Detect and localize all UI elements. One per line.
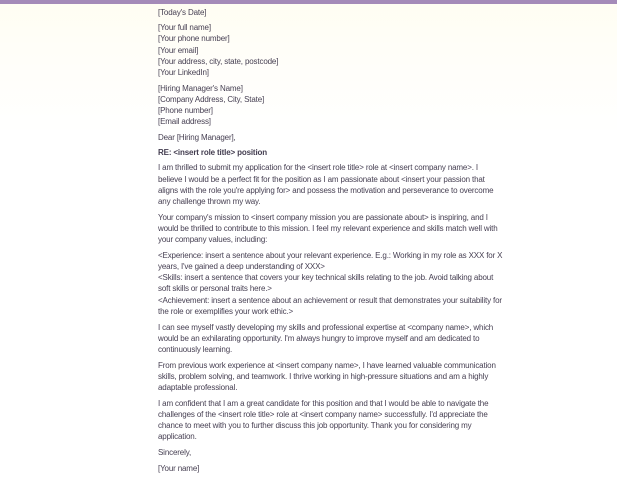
paragraph-run: I am confident that I am a great candidate for this position and that I would be able to navigate the challenges of the <insert role title> role at <insert company name> successfully. I'd appreciate the chance to meet with you to further discuss this job opportunity. Thank you for considering my application.	[158, 398, 489, 442]
paragraph-run: <Achievement: insert a sentence about an achievement or result that demonstrates your suitability for the role or exemplifies your work ethic.>	[158, 295, 502, 316]
sender-line: [Your email]	[158, 45, 199, 55]
paragraph-run: I can see myself vastly developing my skills and professional expertise at <company name>, which would be an exhilarating opportunity. I'm always hungry to improve myself and am dedicated to continuously learning.	[158, 322, 494, 354]
body-paragraph	[158, 398, 503, 443]
subject-line: RE: <insert role title> position	[158, 148, 267, 158]
body-paragraph	[158, 322, 503, 356]
signature: [Your name]	[158, 463, 200, 473]
body-paragraph	[158, 212, 503, 246]
sender-block	[158, 22, 503, 78]
salutation: Dear [Hiring Manager],	[158, 133, 236, 143]
paragraph-run: <Experience: insert a sentence about your relevant experience. E.g.: Working in my role as XXX for X years, I've gained a deep understanding of XXX>	[158, 250, 503, 272]
paragraph-run: Your company's mission to <insert company mission you are passionate about> is inspiring, and I would be thrilled to contribute to this mission. I feel my relevant experience and skills match well with your company values, including:	[158, 212, 498, 245]
body-paragraph	[158, 360, 503, 394]
paragraph-run: <Skills: insert a sentence that covers your key technical skills relating to the job. Avoid talking about soft skills or personal traits here.>	[158, 273, 494, 294]
sender-line: [Your full name]	[158, 23, 211, 33]
paragraph-run: I am thrilled to submit my application for the <insert role title> role at <insert company name>. I believe I would be a perfect fit for the position as I am passionate about <insert your passion that aligns with the role you're applying for> and possess the motivation and perseverance to overcome any challenge thrown my way.	[158, 163, 494, 207]
cover-letter-template	[158, 7, 503, 474]
recipient-line: [Phone number]	[158, 106, 213, 116]
closing: Sincerely,	[158, 448, 192, 458]
body-paragraph	[158, 250, 503, 317]
date-line: [Today's Date]	[158, 8, 207, 17]
paragraph-run: From previous work experience at <insert company name>, I have learned valuable communication skills, problem solving, and teamwork. I thrive working in high-pressure situations and am a highly adaptable professional.	[158, 360, 496, 393]
body-paragraph	[158, 162, 503, 207]
sender-line: [Your LinkedIn]	[158, 68, 209, 78]
recipient-block	[158, 83, 503, 128]
letter-body	[158, 162, 503, 442]
recipient-line: [Email address]	[158, 117, 211, 127]
sender-line: [Your phone number]	[158, 34, 230, 44]
top-accent-bar	[0, 0, 617, 4]
sender-line: [Your address, city, state, postcode]	[158, 56, 279, 66]
recipient-line: [Company Address, City, State]	[158, 94, 265, 104]
recipient-line: [Hiring Manager's Name]	[158, 83, 243, 93]
